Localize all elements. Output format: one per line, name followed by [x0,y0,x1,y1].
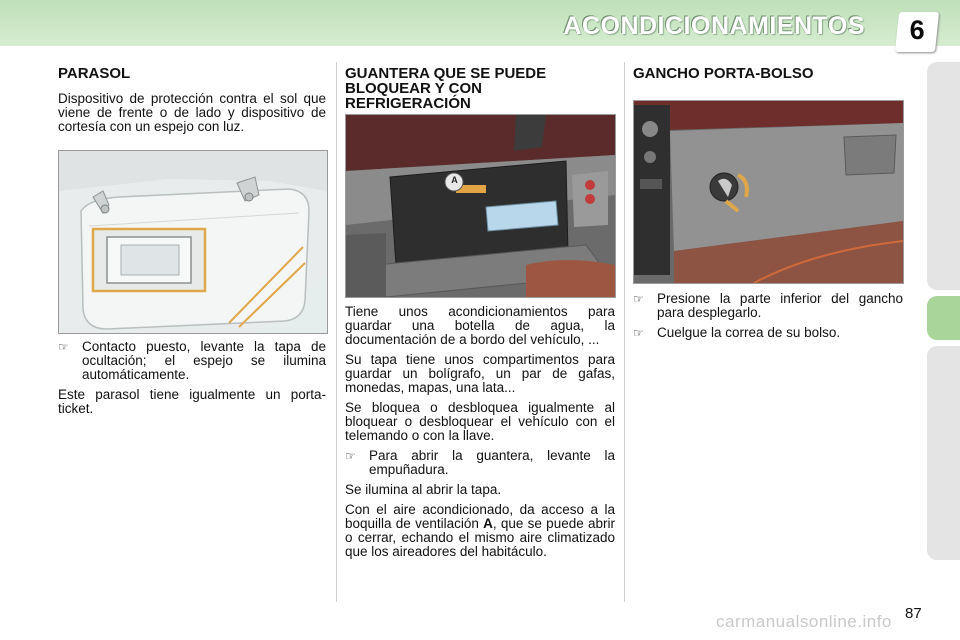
list-item [345,449,615,477]
glovebox-section [345,66,615,111]
paragraph [345,503,615,559]
pointing-hand-icon: ☞ [345,449,356,463]
paragraph: Tiene unos acondicionamientos para guardar una botella de agua, la documentación de a bordo del vehículo, ... [345,304,615,347]
glovebox-illustration [345,114,616,298]
parasol-note: Este parasol tiene igualmente un porta-ticket. [58,387,326,416]
parasol-intro: Dispositivo de protección contra el sol que viene de frente o de lado y dispositivo de cortesía con un espejo con luz. [58,91,326,134]
side-tab [927,62,960,290]
column-divider [336,62,337,602]
paragraph: Su tapa tiene unos compartimentos para guardar un bolígrafo, un par de gafas, monedas, mapas, una lata... [345,352,615,395]
hook-text [633,292,903,340]
list-item [633,326,903,340]
column-divider [624,62,625,602]
list-item [633,292,903,320]
bag-hook-illustration [633,100,904,284]
vent-label: A [483,516,493,531]
pointing-hand-icon: ☞ [633,292,644,306]
pointing-hand-icon: ☞ [58,340,69,354]
hook-section [633,66,903,81]
sun-visor-illustration [58,150,328,334]
chapter-badge [895,12,939,52]
bullet-text: Presione la parte inferior del gancho para desplegarlo. [657,291,903,320]
figure-callout-label: A [451,175,458,185]
parasol-section [58,66,326,134]
section-heading: PARASOL [58,65,131,82]
section-heading: GANCHO PORTA-BOLSO [633,65,814,82]
parasol-notes [58,340,326,416]
page-title: ACONDICIONAMIENTOS [563,12,865,40]
bullet-text: Para abrir la guantera, levante la empuñadura. [369,448,615,477]
page-number: 87 [905,605,922,622]
watermark: carmanualsonline.info [716,612,892,631]
paragraph-text: Con el aire acondicionado, da acceso a la boquilla de ventilación [345,502,615,531]
bullet-text: Contacto puesto, levante la tapa de ocultación; el espejo se ilumina automáticamente. [82,339,326,382]
bullet-text: Cuelgue la correa de su bolso. [657,325,841,340]
list-item [58,340,326,382]
side-tab [927,346,960,560]
paragraph: Se ilumina al abrir la tapa. [345,482,502,497]
paragraph-text: , que se puede abrir o cerrar, echando el mismo aire climatizado que los aireadores del habitáculo. [345,516,615,559]
glovebox-text [345,305,615,559]
chapter-number: 6 [909,15,925,45]
section-heading: GUANTERA QUE SE PUEDE BLOQUEAR Y CON REFRIGERACIÓN [345,65,547,112]
pointing-hand-icon: ☞ [633,326,644,340]
paragraph: Se bloquea o desbloquea igualmente al bloquear o desbloquear el vehículo con el telemando o con la llave. [345,400,615,443]
side-tab-active [927,296,960,340]
